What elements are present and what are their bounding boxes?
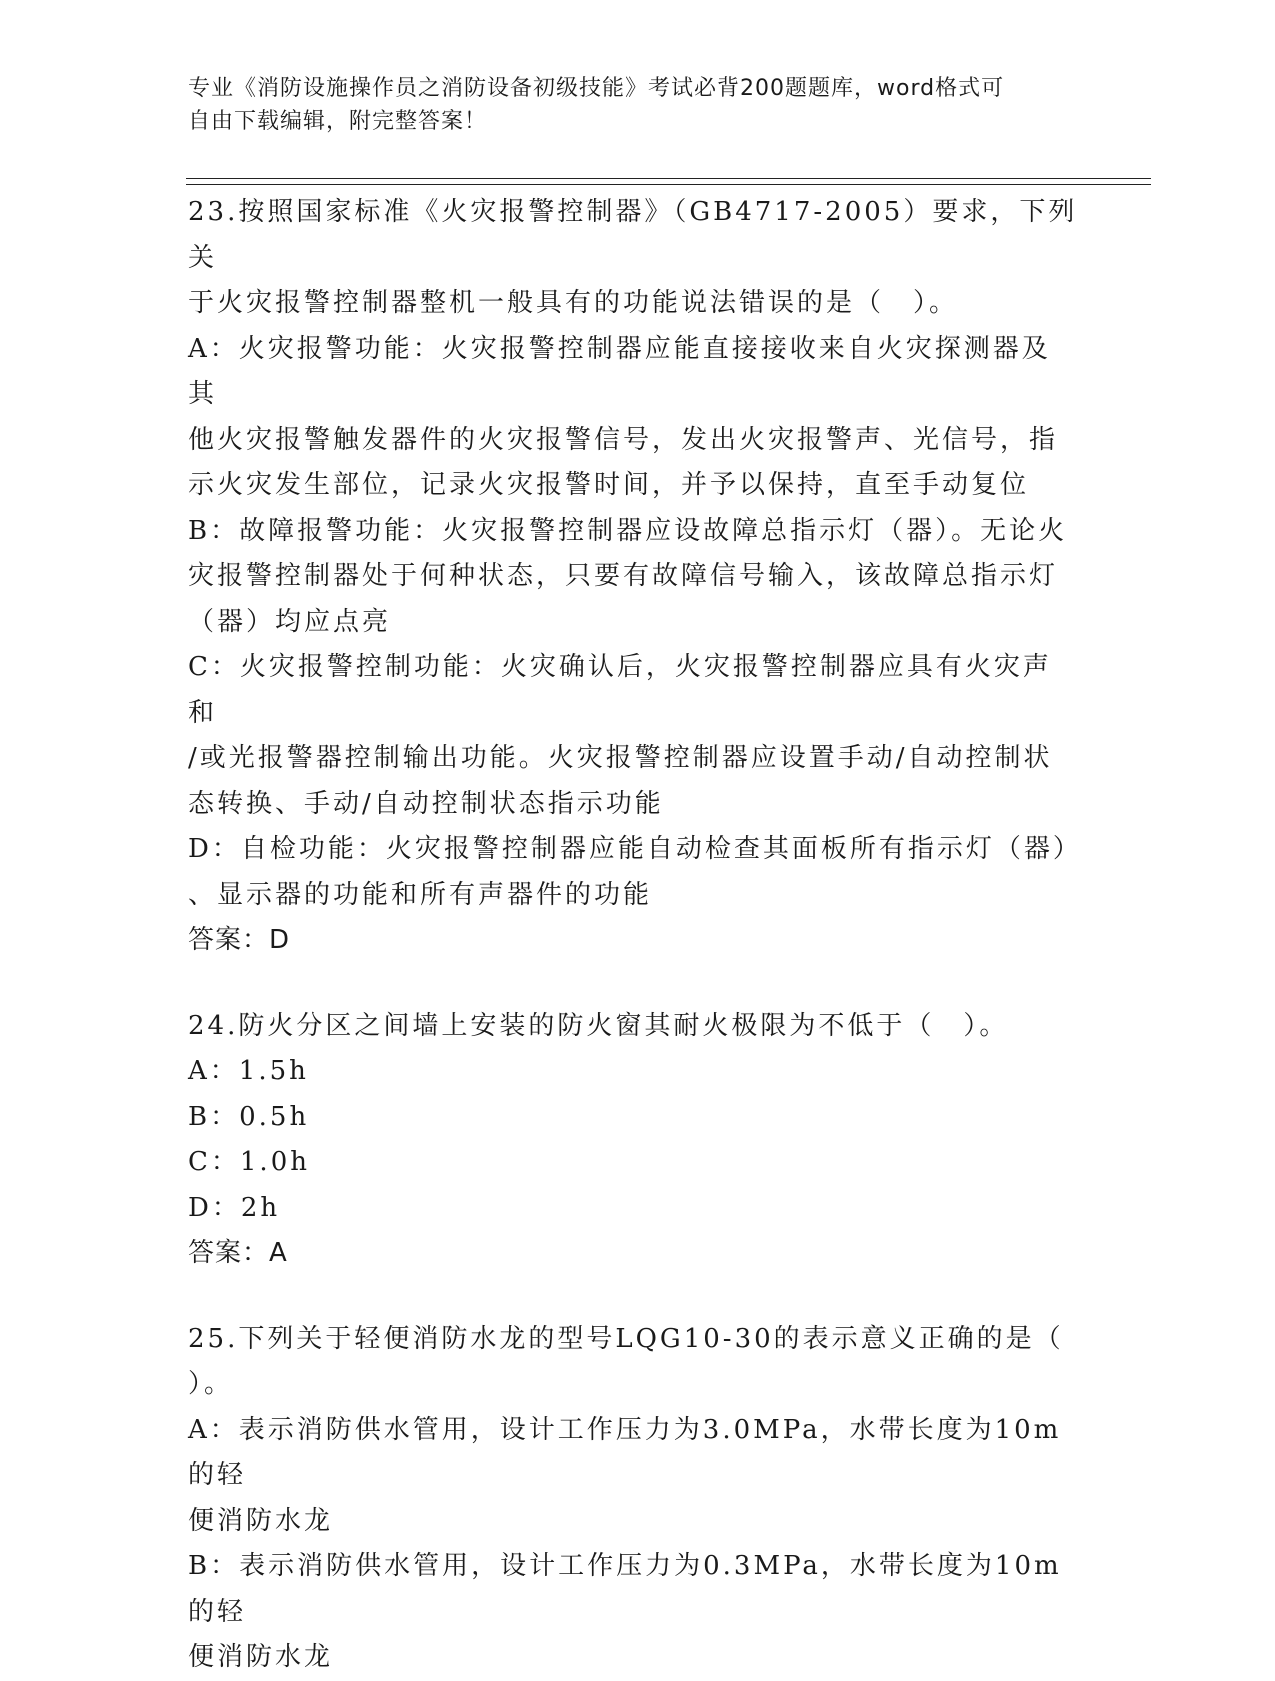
question-stem-line: ）。 [188, 1369, 234, 1399]
option-line: /或光报警器控制输出功能。火灾报警控制器应设置手动/自动控制状 [188, 743, 1053, 773]
option-line: B：表示消防供水管用，设计工作压力为0.3MPa，水带长度为10m的轻 [188, 1551, 1062, 1627]
header-line-1: 专业《消防设施操作员之消防设备初级技能》考试必背200题题库，word格式可 [188, 76, 1005, 101]
option-line: 灾报警控制器处于何种状态，只要有故障信号输入，该故障总指示灯 [188, 561, 1059, 591]
option-b [188, 509, 1078, 646]
question-24 [188, 1004, 1078, 1277]
header-divider [186, 178, 1151, 185]
option-line: 他火灾报警触发器件的火灾报警信号，发出火灾报警声、光信号，指 [188, 424, 1059, 455]
document-header [188, 72, 1088, 138]
question-stem-line: 24.防火分区之间墙上安装的防火窗其耐火极限为不低于（ ）。 [188, 1010, 1009, 1041]
option-line: （器）均应点亮 [188, 606, 392, 637]
option-line: A：火灾报警功能：火灾报警控制器应能直接接收来自火灾探测器及其 [188, 333, 1051, 409]
option-line: C：火灾报警控制功能：火灾确认后，火灾报警控制器应具有火灾声和 [188, 652, 1052, 728]
option-d: D：2h [188, 1192, 281, 1223]
option-a [188, 1408, 1078, 1545]
option-line: A：表示消防供水管用，设计工作压力为3.0MPa，水带长度为10m的轻 [188, 1414, 1062, 1490]
answer-line: 答案：D [188, 925, 291, 955]
option-b [188, 1544, 1078, 1681]
question-23 [188, 190, 1082, 964]
question-stem-line: 23.按照国家标准《火灾报警控制器》（GB4717-2005）要求，下列关 [188, 197, 1078, 273]
option-line: 便消防水龙 [188, 1642, 334, 1672]
header-line-2: 自由下载编辑，附完整答案！ [188, 109, 488, 134]
option-d [188, 827, 1082, 918]
question-list [188, 190, 1082, 1681]
question-25 [188, 1317, 1078, 1681]
option-line: 、显示器的功能和所有声器件的功能 [188, 879, 653, 910]
question-stem-line: 于火灾报警控制器整机一般具有的功能说法错误的是（ ）。 [188, 288, 959, 318]
option-line: D：自检功能：火灾报警控制器应能自动检查其面板所有指示灯（器） [188, 834, 1082, 864]
option-line: B：故障报警功能：火灾报警控制器应设故障总指示灯（器）。无论火 [188, 515, 1068, 546]
option-a: A：1.5h [188, 1056, 309, 1086]
option-a [188, 327, 1078, 509]
option-line: 态转换、手动/自动控制状态指示功能 [188, 788, 664, 819]
option-c: C：1.0h [188, 1147, 310, 1177]
option-c [188, 645, 1078, 827]
option-line: 便消防水龙 [188, 1505, 334, 1536]
option-b: B：0.5h [188, 1101, 310, 1132]
question-stem-line: 25.下列关于轻便消防水龙的型号LQG10-30的表示意义正确的是（ [188, 1323, 1064, 1354]
option-line: 示火灾发生部位，记录火灾报警时间，并予以保持，直至手动复位 [188, 470, 1030, 500]
answer-line: 答案：A [188, 1238, 288, 1268]
